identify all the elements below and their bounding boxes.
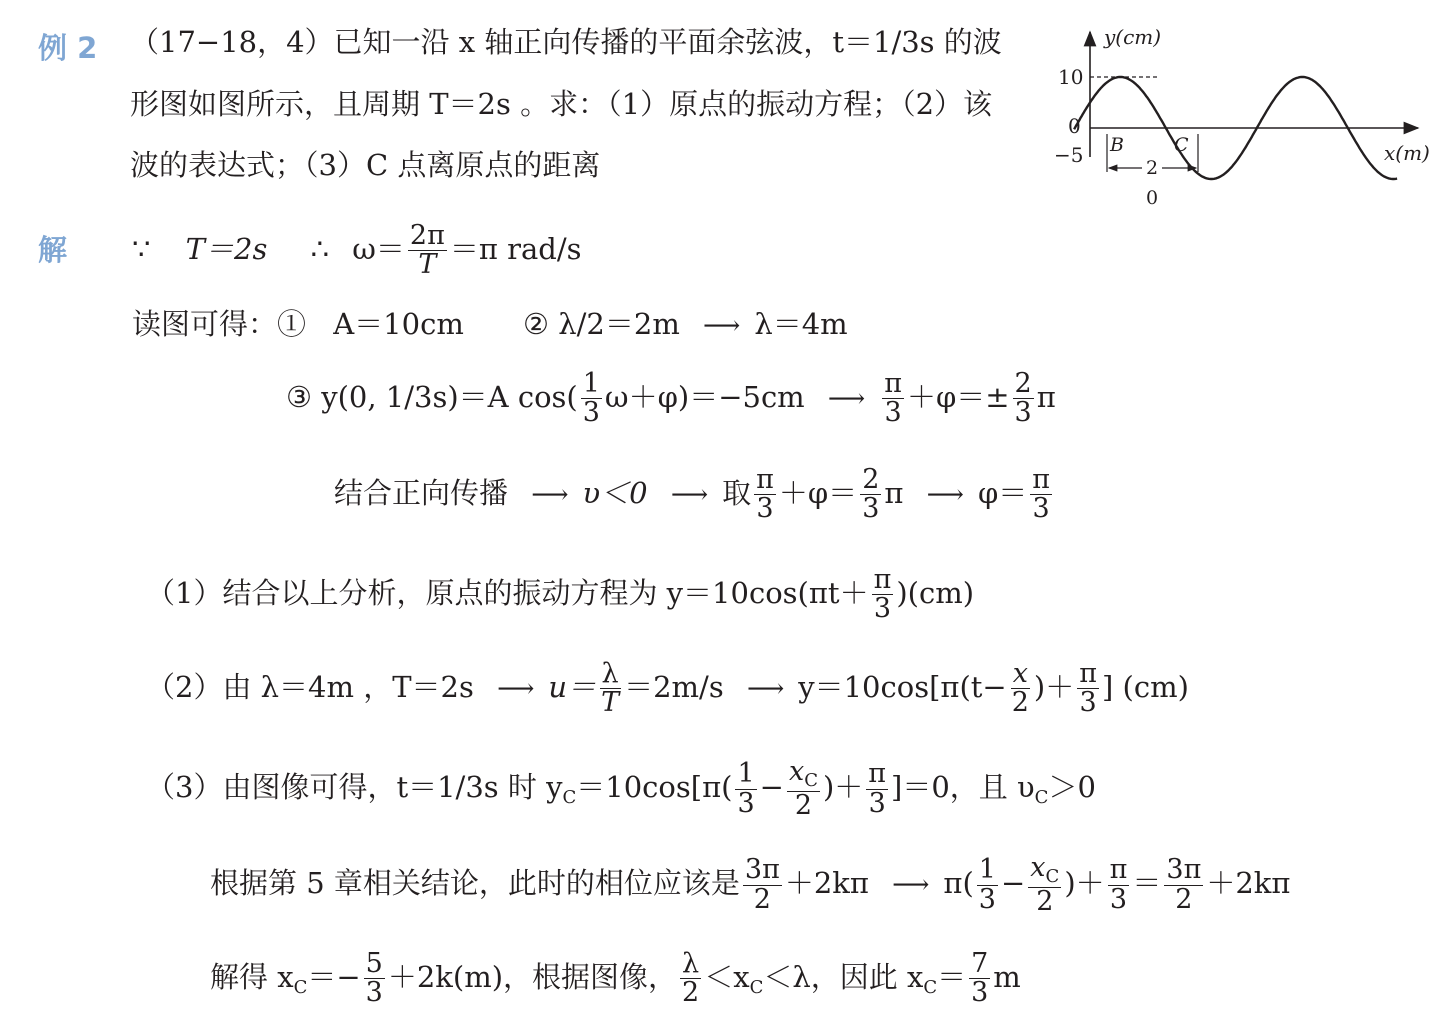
arrow-icon: ⟶ [497,673,535,704]
waveform-graph [1050,22,1440,212]
tick-label-neg5: −5 [1054,143,1084,167]
solution-part-2: （2）由 λ＝4m ，T＝2s ⟶ u＝ $\frac{\lambda}{T}$ ＝2m/s ⟶ y＝10cos[π(t− $\frac{x}{2}$ )＋ $\frac{\pi}{3}$ ] (cm) [146,658,1189,719]
problem-line-2: 形图如图所示，且周期 T＝2s 。求：（1）原点的振动方程；（2）该 [130,87,993,121]
solution-line-3: ③ y(0, 1/3s)＝A cos( $\frac{1}{3}$ ω＋φ)＝−5cm ⟶ $\frac{\pi}{3}$ ＋φ＝± $\frac{2}{3}$ π [286,368,1056,429]
arrow-icon: ⟶ [926,479,964,510]
arrow-icon: ⟶ [827,383,866,414]
solution-part-1: （1）结合以上分析，原点的振动方程为 y＝10cos(πt＋ $\frac{\pi}{3}$ )(cm) [146,564,975,625]
x-axis-label: x(m) [1384,141,1430,165]
solution-line-2: 读图可得：① A＝10cm ② λ/2＝2m ⟶ λ＝4m [132,307,848,341]
solution-line-1: ∵ T＝2s ∴ ω＝ $\frac{2\pi}{T}$ ＝π rad/s [132,220,582,281]
problem-line-3: 波的表达式；（3）C 点离原点的距离 [130,148,601,182]
below-label: 0 [1146,187,1159,209]
y-axis-label: y(cm) [1104,25,1162,49]
problem-line-1: （17−18，4）已知一沿 x 轴正向传播的平面余弦波，t＝1/3s 的波 [130,25,1002,59]
point-c-label: C [1174,134,1189,156]
arrow-icon: ⟶ [703,311,741,341]
solution-line-4: 结合正向传播 ⟶ υ＜0 ⟶ 取 $\frac{\pi}{3}$ ＋φ＝ $\frac{2}{3}$ π ⟶ φ＝ $\frac{\pi}{3}$ [334,464,1050,525]
solution-part-3-phase: 根据第 5 章相关结论，此时的相位应该是 $\frac{3\pi}{2}$ ＋2kπ ⟶ π( $\frac{1}{3}$ − $\frac{x_C}{2}$ )＋ $\frac{\pi}{3}$ ＝ $\frac{3\pi}{2}$ ＋2kπ [210,852,1291,917]
solution-label: 解 [38,233,68,267]
tick-label-10: 10 [1058,65,1084,89]
arrow-icon: ⟶ [892,870,930,901]
solution-part-3: （3）由图像可得，t＝1/3s 时 $y_C=10\cos[\pi$( $\frac{1}{3}$ − $\frac{x_C}{2}$ )＋ $\frac{\pi}{3}$ ]＝0，且 $\upsilon_C>0$ [146,756,1096,821]
arrow-icon: ⟶ [670,479,709,510]
tick-label-0: 0 [1068,114,1081,138]
point-b-label: B [1110,134,1124,156]
example-label: 例 2 [38,31,98,65]
arrow-icon: ⟶ [531,479,569,510]
span-label: 2 [1146,157,1159,179]
arrow-icon: ⟶ [746,673,785,704]
solution-part-3-result: 解得 $x_C=-$ $\frac{5}{3}$ ＋2k(m)，根据图像， $\frac{\lambda}{2}$ $<x_C<\lambda$，因此 $x_C=$ $\frac{7}{3}$ m [210,948,1021,1009]
